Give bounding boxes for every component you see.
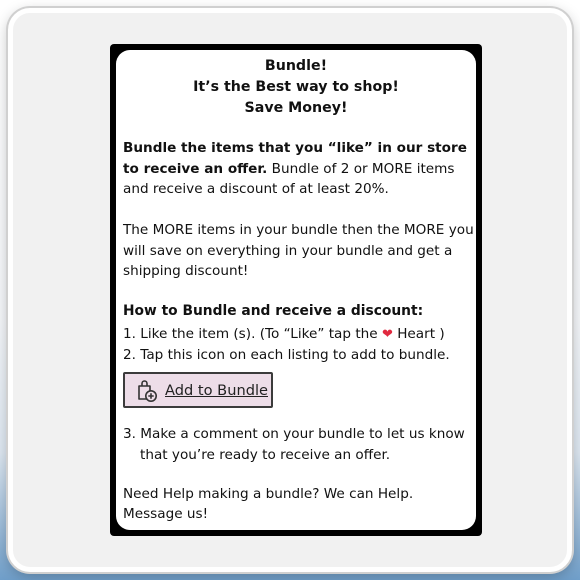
- header-line-2: It’s the Best way to shop!: [193, 79, 399, 95]
- step-3: [123, 424, 475, 465]
- heart-icon: ❤: [381, 327, 393, 342]
- step-2: 2. Tap this icon on each listing to add to bundle.: [123, 347, 450, 363]
- help-text: [123, 484, 475, 524]
- step-1-suffix: Heart ): [392, 326, 445, 342]
- header-line-3: Save Money!: [244, 100, 348, 116]
- help-line-1: Need Help making a bundle? We can Help.: [123, 486, 414, 502]
- add-to-bundle-button[interactable]: [123, 372, 273, 408]
- bag-plus-icon: [133, 377, 159, 403]
- more-paragraph: The MORE items in your bundle then the MORE you will save on everything in your bundle and get a shipping discount!: [123, 222, 474, 279]
- step-1: [123, 324, 445, 345]
- step-3-line-1: 3. Make a comment on your bundle to let us know: [123, 426, 465, 442]
- step-3-line-2: that you’re ready to receive an offer.: [140, 446, 391, 463]
- intro-bold: Bundle the items that you “like” in our store to receive an offer.: [123, 140, 467, 177]
- howto-title: How to Bundle and receive a discount:: [123, 303, 424, 319]
- header-line-1: Bundle!: [264, 58, 328, 74]
- intro-paragraph: [123, 138, 475, 200]
- add-to-bundle-label: Add to Bundle: [165, 381, 268, 399]
- info-card: [116, 50, 476, 530]
- header: [116, 56, 476, 119]
- step-1-prefix: 1. Like the item (s). (To “Like” tap the: [123, 326, 382, 342]
- intro-rest: Bundle of 2 or MORE items and receive a discount of at least 20%.: [123, 160, 455, 197]
- help-line-2: Message us!: [123, 506, 209, 522]
